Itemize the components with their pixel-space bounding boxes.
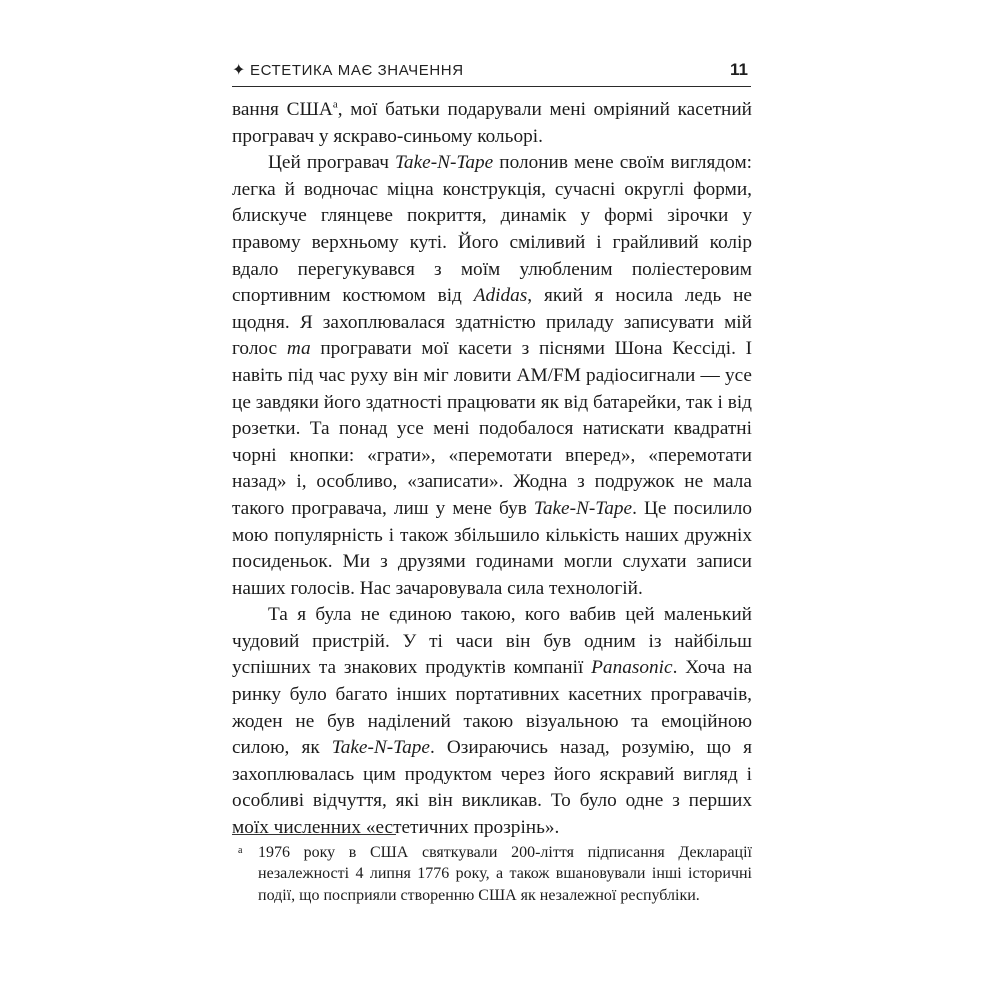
paragraph [232,602,752,841]
text-run: програвати мої касети з піснями Шона Кессіді. І навіть під час руху він міг ловити AM/FM радіосигнали — усе це завдяки його здатності працювати як від батарейки, так і від розетки. Та понад усе мені подобалося натискати квадратні чорні кнопки: «грати», «перемотати вперед», «перемотати назад» і, особливо, «записати». Жодна з подружок не мала такого програвача, лиш у мене був [232,338,753,519]
running-header [232,60,750,84]
star-ornament-icon: ✦ [232,60,246,79]
italic-text: Take-N-Tape [331,737,430,759]
header-divider [232,86,751,87]
text-run: , який я носила ледь не щодня. Я захоплювалася здатністю приладу записувати мій голос [232,285,752,360]
text-run: . Це посилило мою популярність і також збільшило кількість наших дружніх посиденьок. Ми з друзями годинами могли слухати записи наших голосів. Нас зачаровувала сила технологій. [232,497,753,599]
running-header-title: ЕСТЕТИКА МАЄ ЗНАЧЕННЯ [250,62,464,79]
text-run: полонив мене своїм виглядом: легка й водночас міцна конструкція, сучасні округлі форми, блискуче глянцеве покриття, динамік у формі зірочки у правому верхньому куті. Його сміливий і грайливий колір вдало перегукувався з моїм улюбленим поліестеровим спортивним костюмом від [232,152,753,307]
footnote-divider [232,834,396,835]
page-number: 11 [730,60,748,79]
footnote-marker: a [238,845,243,856]
text-run: , мої батьки подарували мені омріяний касетний програвач у яскраво-синьому кольорі. [232,99,752,147]
paragraph [232,150,752,602]
italic-text: Take-N-Tape [394,152,494,174]
footnote-reference: a [332,98,338,111]
paragraph [232,97,752,150]
text-run: . Хоча на ринку було багато інших портативних касетних програвачів, жоден не був наділений такою візуальною та емоційною силою, як [232,657,752,759]
footnote-text: 1976 року в США святкували 200-ліття підписання Декларації незалежності 4 липня 1776 року, а також вшановували інші історичні події, що посприяли створенню США як незалежної республіки. [258,844,752,904]
main-text [232,97,752,842]
text-run: Та я була не єдиною такою, кого вабив цей маленький чудовий пристрій. У ті часи він був одним із найбільш успішних та знакових продуктів компанії [232,604,752,679]
text-run: Цей програвач [268,152,395,174]
italic-text: Panasonic [591,657,673,679]
italic-text: Adidas [473,285,528,307]
italic-text: та [286,338,311,360]
footnote [232,842,752,906]
text-run: вання США [232,99,333,120]
italic-text: Take-N-Tape [533,497,633,519]
text-run: . Озираючись назад, розумію, що я захоплювалась цим продуктом через його яскравий вигляд і особливі відчуття, які він викликав. То було одне з перших моїх численних «естетичних прозрінь». [232,737,752,839]
